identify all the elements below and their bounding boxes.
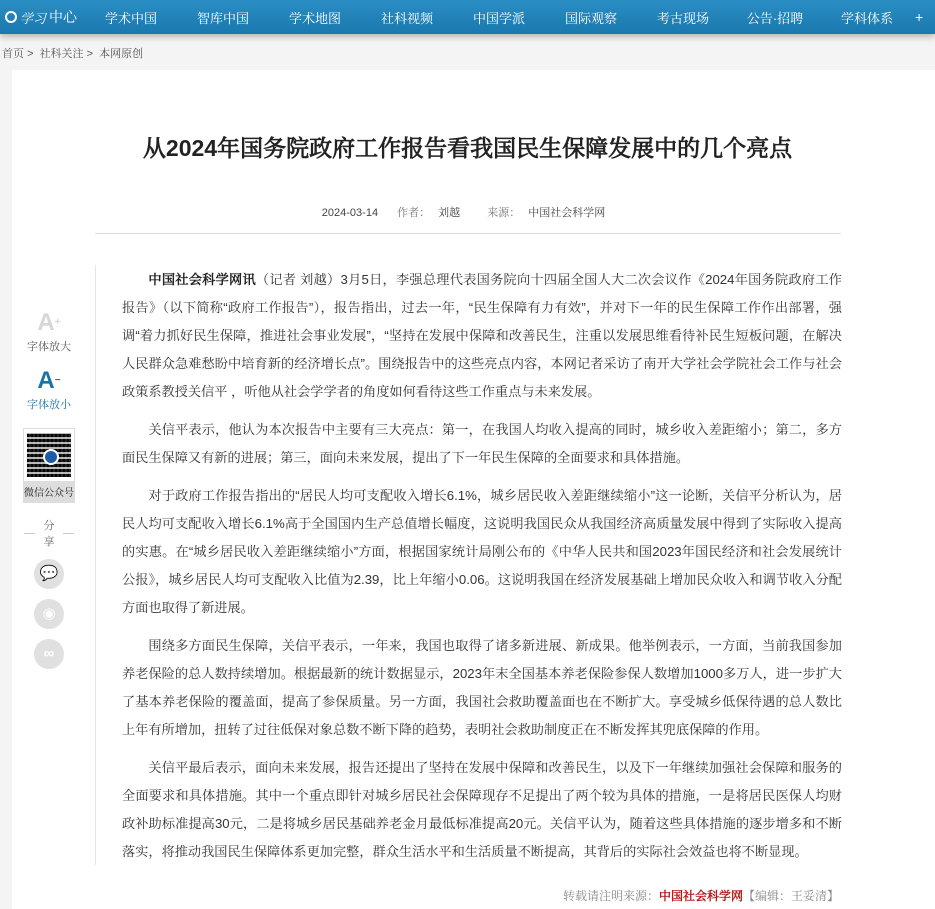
repost-notice: 转载请注明来源：中国社会科学网【编辑：王妥清】 bbox=[562, 889, 839, 903]
nav-item-notices[interactable]: 公告·招聘 bbox=[746, 10, 804, 26]
font-decrease-icon: A− bbox=[37, 367, 61, 394]
divider bbox=[95, 233, 841, 234]
weibo-icon[interactable]: ◉ bbox=[34, 599, 64, 629]
article-meta bbox=[0, 204, 935, 220]
article-body bbox=[122, 266, 842, 876]
footer-source: 中国社会科学网 bbox=[658, 889, 743, 903]
share-label: 分享 bbox=[20, 517, 78, 549]
page-title: 从2024年国务院政府工作报告看我国民生保障发展中的几个亮点 bbox=[142, 135, 793, 161]
nav-item-academic-china[interactable]: 学术中国 bbox=[104, 10, 157, 26]
breadcrumb bbox=[2, 45, 143, 61]
author: 刘越 bbox=[438, 207, 461, 219]
wechat-icon[interactable]: 💬 bbox=[34, 559, 64, 589]
nav-item-archaeology[interactable]: 考古现场 bbox=[656, 10, 709, 26]
source: 中国社会科学网 bbox=[528, 207, 606, 219]
paragraph: 对于政府工作报告指出的“居民人均可支配收入增长6.1%，城乡居民收入差距继续缩小”这一论断，关信平分析认为，居民人均可支配收入增长6.1%高于全国国内生产总值增长幅度，这说明我国民众从我国经济高质量发展中得到了实际收入提高的实惠。在“城乡居民收入差距继续缩小”方面，根据国家统计局刚公布的《中华人民共和国2023年国民经济和社会发展统计公报》，城乡居民人均可支配收入比值为2.39，比上年缩小0.06。这说明我国在经济发展基础上增加民众收入和调节收入分配方面也取得了新进展。 bbox=[122, 488, 842, 615]
wechat-qr bbox=[23, 428, 75, 503]
publish-date: 2024-03-14 bbox=[321, 207, 379, 219]
site-logo[interactable] bbox=[5, 7, 85, 27]
breadcrumb-home[interactable]: 首页 bbox=[2, 48, 24, 60]
breadcrumb-social-focus[interactable]: 社科关注 bbox=[39, 48, 84, 60]
author-label: 作者： bbox=[397, 207, 431, 219]
editor: 【编辑：王妥清】 bbox=[742, 889, 839, 903]
nav-item-academic-map[interactable]: 学术地图 bbox=[288, 10, 341, 26]
lead-bold: 中国社会科学网讯 bbox=[148, 272, 256, 287]
qr-label: 微信公众号 bbox=[24, 481, 74, 502]
font-increase-label: 字体放大 bbox=[27, 341, 71, 353]
nav-item-disciplines[interactable]: 学科体系 bbox=[840, 10, 893, 26]
nav-more-button[interactable]: + bbox=[915, 9, 924, 25]
link-icon[interactable]: ∞ bbox=[34, 639, 64, 669]
font-increase-button[interactable] bbox=[20, 310, 78, 354]
paragraph: 关信平表示，他认为本次报告中主要有三大亮点：第一，在我国人均收入提高的同时，城乡收入差距缩小；第二，多方面民生保障又有新的进展；第三，面向未来发展，提出了下一年民生保障的全面要求和具体措施。 bbox=[122, 422, 842, 465]
breadcrumb-original[interactable]: 本网原创 bbox=[99, 48, 144, 60]
top-nav bbox=[0, 0, 935, 34]
qr-code-icon bbox=[27, 433, 71, 477]
logo-script: 学习 bbox=[20, 11, 47, 27]
sidebar-divider bbox=[95, 265, 96, 865]
font-decrease-button[interactable] bbox=[20, 368, 78, 412]
font-decrease-label: 字体放小 bbox=[27, 399, 71, 411]
source-label: 来源： bbox=[487, 207, 521, 219]
nav-item-video[interactable]: 社科视频 bbox=[380, 10, 433, 26]
logo-text: 中心 bbox=[49, 9, 78, 25]
nav-item-think-tank[interactable]: 智库中国 bbox=[196, 10, 249, 26]
nav-item-chinese-school[interactable]: 中国学派 bbox=[472, 10, 525, 26]
breadcrumb-separator: > bbox=[86, 48, 94, 60]
paragraph: 关信平最后表示，面向未来发展，报告还提出了坚持在发展中保障和改善民生，以及下一年继续加强社会保障和服务的全面要求和具体措施。其中一个重点即针对城乡居民社会保障现存不足提出了两个较为具体的措施，一是将居民医保人均财政补助标准提高30元，二是将城乡居民基础养老金月最低标准提高20元。关信平认为，随着这些具体措施的逐步增多和不断落实，将推动我国民生保障体系更加完整，群众生活水平和生活质量不断提高，其背后的实际社会效益也将不断显现。 bbox=[122, 760, 842, 859]
paragraph: 中国社会科学网讯（记者 刘越）3月5日，李强总理代表国务院向十四届全国人大二次会议作《2024年国务院政府工作报告》（以下简称“政府工作报告”），报告指出，过去一年，“民生保障有力有效”，并对下一年的民生保障工作作出部署，强调“着力抓好民生保障，推进社会事业发展”，“坚持在发展中保障和改善民生，注重以发展思维看待补民生短板问题，在解决人民群众急难愁盼中培育新的经济增长点”。围绕报告中的这些亮点内容，本网记者采访了南开大学社会学院社会工作与社会政策系教授关信平 ，听他从社会学学者的角度如何看待这些工作重点与未来发展。 bbox=[122, 272, 842, 399]
article-toolbar bbox=[20, 310, 78, 669]
breadcrumb-separator: > bbox=[27, 48, 34, 60]
logo-emblem-icon bbox=[5, 11, 17, 23]
nav-item-international[interactable]: 国际观察 bbox=[564, 10, 617, 26]
paragraph: 围绕多方面民生保障，关信平表示，一年来，我国也取得了诸多新进展、新成果。他举例表示，一方面，当前我国参加养老保险的总人数持续增加。根据最新的统计数据显示，2023年末全国基本养老保险参保人数增加1000多万人，进一步扩大了基本养老保险的覆盖面，提高了参保质量。另一方面，我国社会救助覆盖面也在不断扩大。享受城乡低保待遇的总人数比上年有所增加，扭转了过往低保对象总数不断下降的趋势，表明社会救助制度正在不断发挥其兜底保障的作用。 bbox=[122, 638, 842, 737]
font-increase-icon: A+ bbox=[37, 309, 61, 336]
